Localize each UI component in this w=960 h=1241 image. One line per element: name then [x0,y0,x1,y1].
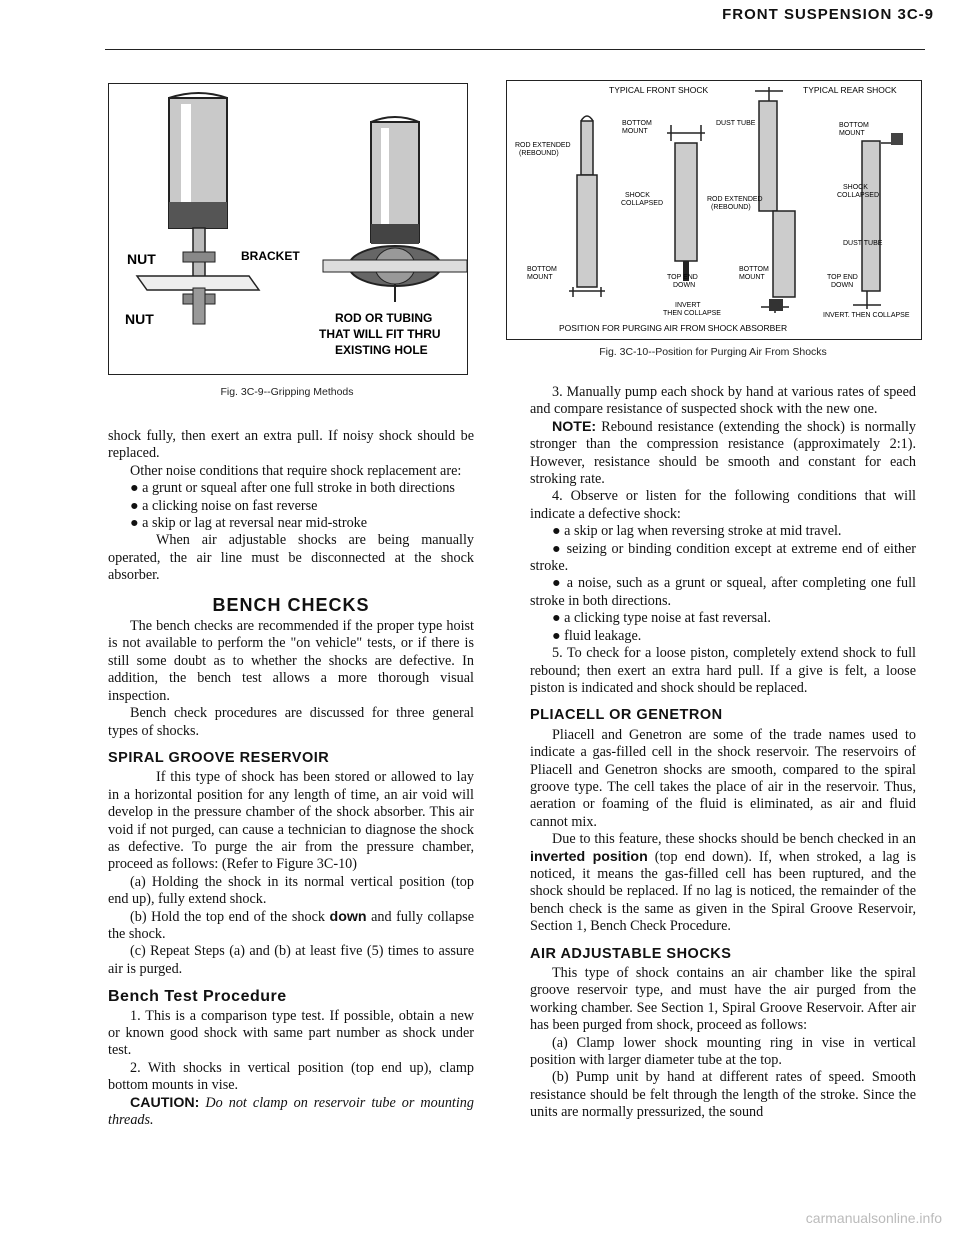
label-invert-a2: THEN COLLAPSE [663,310,721,317]
label-top-end-a2: DOWN [673,282,696,289]
right-p1: Pliacell and Genetron are some of the trade names used to indicate a gas-filled cell in the shock reservoir. The reservoirs of Pliacell and Genetron shocks are smooth, compared to the spiral groove type. The cell takes the place of air in the reservoir. Thus, aeration or foaming of the fluid is eliminated, as air and fluid cannot mix. [530,726,916,830]
label-bracket: BRACKET [241,249,300,263]
label-shock-coll-b1: SHOCK [843,184,868,191]
left-step-b-post: and fully collapse the shock. [108,908,474,942]
purging-air-illustration [507,81,921,339]
watermark: carmanualsonline.info [805,1210,942,1226]
label-rod-3: EXISTING HOLE [335,343,428,357]
label-bottom-mount-c2: MOUNT [527,274,553,281]
label-bottom-mount-d2: MOUNT [739,274,765,281]
left-p2: Other noise conditions that require shock replacement are: [130,462,462,479]
heading-bench-checks: BENCH CHECKS [212,594,370,615]
note-text: Rebound resistance (extending the shock) is normally stronger than the compression resistance (approximately 2:1). However, resistance should be smooth and constant for each stroking rate. [530,418,916,488]
left-p1: shock fully, then exert an extra pull. If noisy shock should be replaced. [108,428,474,462]
heading-pliacell: PLIACELL OR GENETRON [530,707,723,724]
right-bullet-2: ● seizing or binding condition except at extreme end of either stroke. [530,540,916,575]
label-shock-coll-a2: COLLAPSED [621,200,664,207]
right-bullet-1: ● a skip or lag when reversing stroke at mid travel. [552,523,842,540]
left-bullet-3: ● a skip or lag at reversal near mid-stroke [130,515,368,532]
left-n1: 1. This is a comparison type test. If possible, obtain a new or known good shock with same part number as shock under test. [108,1007,474,1059]
label-typical-front: TYPICAL FRONT SHOCK [609,85,709,95]
label-dust-tube-a: DUST TUBE [716,120,756,127]
left-p3: When air adjustable shocks are being manually operated, the air line must be disconnected at the shock absorber. [108,532,474,584]
label-rod-1: ROD OR TUBING [335,311,433,325]
label-rod-ext-a2: (REBOUND) [519,150,559,157]
label-top-end-a1: TOP END [667,274,698,281]
right-n5: 5. To check for a loose piston, completely extend shock to full rebound; then exert an extra hard pull. If a give is felt, a loose piston is indicated and shock should be replaced. [530,645,916,696]
right-p2-bold: inverted position [530,848,648,865]
label-rod-ext-b2: (REBOUND) [711,204,751,211]
right-p3: This type of shock contains an air chamber like the spiral groove reservoir type, and must have the air purged from the working chamber. See Section 1, Spiral Groove Reservoir. After air has been purged from shock, proceed as follows: [530,965,916,1034]
label-invert-b: INVERT. THEN COLLAPSE [823,312,910,319]
caption-fig-3c-9: Fig. 3C-9--Gripping Methods [220,386,354,398]
left-bullet-2: ● a clicking noise on fast reverse [130,497,318,514]
label-top-end-b1: TOP END [827,274,858,281]
label-bottom-mount-c1: BOTTOM [527,266,557,273]
left-step-b-pre: (b) Hold the top end of the shock [130,908,330,925]
right-bullet-4: ● a clicking type noise at fast reversal. [552,610,771,627]
left-step-c: (c) Repeat Steps (a) and (b) at least five (5) times to assure air is purged. [108,943,474,977]
gripping-methods-illustration [109,84,467,374]
label-shock-coll-a1: SHOCK [625,192,650,199]
right-column [530,384,916,1122]
label-bottom-mount-b2: MOUNT [839,130,865,137]
figure-gripping-methods [108,83,468,375]
right-p2-pre: Due to this feature, these shocks should be bench checked in an [552,831,916,848]
heading-spiral-groove: SPIRAL GROOVE RESERVOIR [108,749,330,766]
label-rod-2: THAT WILL FIT THRU [319,327,441,341]
right-step-a: (a) Clamp lower shock mounting ring in vise in vertical position with larger diameter tube at the top. [530,1034,916,1069]
label-dust-tube-b: DUST TUBE [843,240,883,247]
label-purging-title: POSITION FOR PURGING AIR FROM SHOCK ABSORBER [559,323,788,333]
caution-label: CAUTION: [130,1094,200,1111]
right-n3: 3. Manually pump each shock by hand at various rates of speed and compare resistance of suspected shock with the new one. [530,384,916,418]
left-p4: The bench checks are recommended if the proper type hoist is not available to perform the "on vehicle" tests, or if there is still some doubt as to whether the shocks are defective. In addition, the bench test allows a more thorough visual inspection. [108,618,474,704]
figure-purging-air [506,80,922,340]
right-p2 [530,831,916,935]
right-step-b: (b) Pump unit by hand at different rates of speed. Smooth resistance should be felt through the length of the stroke. Since the units are normally pressurized, the sound [530,1069,916,1121]
heading-air-adjustable: AIR ADJUSTABLE SHOCKS [530,945,732,962]
left-n2: 2. With shocks in vertical position (top end up), clamp bottom mounts in vise. [108,1059,474,1094]
page-header: FRONT SUSPENSION 3C-9 [722,6,934,23]
heading-bench-test-procedure: Bench Test Procedure [108,988,287,1006]
label-nut-top: NUT [127,251,156,267]
caution-text: Do not clamp on reservoir tube or mounting threads. [108,1094,474,1129]
left-step-b [108,909,474,944]
label-top-end-b2: DOWN [831,282,854,289]
label-bottom-mount-a2: MOUNT [622,128,648,135]
left-step-b-bold: down [329,908,367,925]
left-p5: Bench check procedures are discussed for three general types of shocks. [108,705,474,739]
right-note [530,419,916,489]
label-nut-bottom: NUT [125,311,154,327]
label-bottom-mount-d1: BOTTOM [739,266,769,273]
label-invert-a1: INVERT [675,302,701,309]
label-typical-rear: TYPICAL REAR SHOCK [803,85,897,95]
note-label: NOTE: [552,418,597,435]
left-bullet-1: ● a grunt or squeal after one full stroke in both directions [130,480,455,497]
right-bullet-5: ● fluid leakage. [552,627,642,644]
label-rod-ext-a1: ROD EXTENDED [515,142,571,149]
header-rule [105,49,925,50]
label-bottom-mount-b1: BOTTOM [839,122,869,129]
caption-fig-3c-10: Fig. 3C-10--Position for Purging Air From Shocks [599,346,827,358]
right-p2-post: (top end down). If, when stroked, a lag is noticed, it means the gas-filled cell has been ruptured, and the shock should be replaced. If no lag is noticed, the remainder of the bench check is the same as given in the Spiral Groove Reservoir, Section 1, Bench Check Procedure. [530,848,916,935]
left-step-a: (a) Holding the shock in its normal vertical position (top end up), fully extend shock. [108,873,474,908]
label-shock-coll-b2: COLLAPSED [837,192,880,199]
label-bottom-mount-a1: BOTTOM [622,120,652,127]
left-caution [108,1095,474,1130]
left-p6: If this type of shock has been stored or allowed to lay in a horizontal position for any length of time, an air void will develop in the pressure chamber of the shock absorber. This air void if not purged, can cause a technician to diagnose the shock as defective. To purge the air from the pressure chamber, proceed as follows: (Refer to Figure 3C-10) [108,769,474,873]
right-n4: 4. Observe or listen for the following conditions that will indicate a defective shock: [530,488,916,522]
right-bullet-3: ● a noise, such as a grunt or squeal, after completing one full stroke in both directions. [530,575,916,609]
label-rod-ext-b1: ROD EXTENDED [707,196,763,203]
left-column [108,428,474,1129]
